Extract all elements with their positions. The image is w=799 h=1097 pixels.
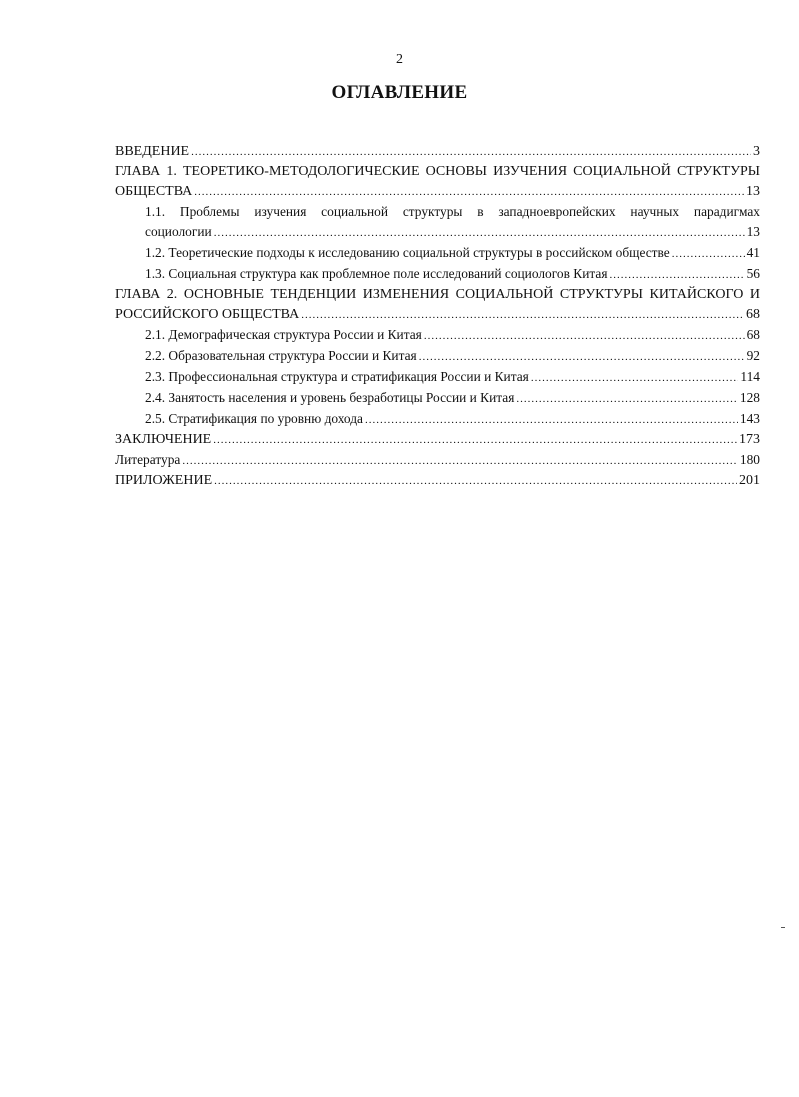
dot-leader <box>214 471 737 491</box>
toc-entry-section-1-1[interactable] <box>115 202 760 243</box>
page-title: ОГЛАВЛЕНИЕ <box>331 82 468 103</box>
toc-entry-section-2-4[interactable] <box>115 388 760 409</box>
toc-page-number: 92 <box>746 348 760 363</box>
toc-entry-title: 1.1. Проблемы изучения социальной структуры в западноевропейских научных парадигмах <box>145 204 760 219</box>
toc-page-number: 114 <box>740 369 760 384</box>
table-of-contents <box>115 142 760 491</box>
scan-mark <box>781 927 785 928</box>
toc-entry-title: ГЛАВА 2. ОСНОВНЫЕ ТЕНДЕНЦИИ ИЗМЕНЕНИЯ СОЦИАЛЬНОЙ СТРУКТУРЫ КИТАЙСКОГО И <box>115 287 760 302</box>
dot-leader <box>365 410 738 430</box>
toc-entry-title: Литература <box>115 452 181 467</box>
dot-leader <box>301 305 744 325</box>
toc-page-number: 13 <box>746 224 760 239</box>
toc-entry-title: 2.1. Демографическая структура России и Китая <box>145 327 422 342</box>
toc-page-number: 41 <box>746 245 760 260</box>
toc-page-number: 201 <box>739 473 760 488</box>
dot-leader <box>531 368 739 388</box>
dot-leader <box>182 451 738 471</box>
toc-entry-title-continued: социологии <box>145 224 212 239</box>
dot-leader <box>609 265 744 285</box>
toc-entry-section-2-3[interactable] <box>115 367 760 388</box>
toc-entry-section-2-5[interactable] <box>115 409 760 430</box>
dot-leader <box>213 430 737 450</box>
toc-entry-title: 2.5. Стратификация по уровню дохода <box>145 411 364 426</box>
toc-entry-conclusion[interactable] <box>115 430 760 450</box>
toc-page-number: 128 <box>739 390 760 405</box>
toc-page-number: 56 <box>746 266 760 281</box>
toc-page-number: 68 <box>746 327 760 342</box>
toc-entry-title: 2.4. Занятость населения и уровень безработицы России и Китая <box>145 390 515 405</box>
dot-leader <box>424 326 745 346</box>
toc-page-number: 143 <box>739 411 760 426</box>
toc-page-number: 173 <box>739 432 760 447</box>
toc-page-number: 13 <box>746 184 760 199</box>
toc-entry-chapter-1[interactable] <box>115 162 760 202</box>
toc-entry-literature[interactable] <box>115 450 760 471</box>
dot-leader <box>516 389 738 409</box>
toc-entry-title: ВВЕДЕНИЕ <box>115 144 190 159</box>
dot-leader <box>191 142 751 162</box>
toc-entry-chapter-2[interactable] <box>115 285 760 325</box>
toc-entry-title-continued: РОССИЙСКОГО ОБЩЕСТВА <box>115 307 300 322</box>
page-number: 2 <box>396 52 403 67</box>
toc-entry-section-1-2[interactable] <box>115 243 760 264</box>
toc-entry-title: 2.2. Образовательная структура России и Китая <box>145 348 417 363</box>
toc-entry-appendix[interactable] <box>115 471 760 491</box>
toc-entry-title: ПРИЛОЖЕНИЕ <box>115 473 213 488</box>
toc-page-number: 68 <box>746 307 760 322</box>
toc-entry-title-continued: ОБЩЕСТВА <box>115 184 193 199</box>
toc-entry-section-2-1[interactable] <box>115 325 760 346</box>
toc-entry-title: 1.2. Теоретические подходы к исследованию социальной структуры в российском обществе <box>145 245 670 260</box>
toc-entry-title: ГЛАВА 1. ТЕОРЕТИКО-МЕТОДОЛОГИЧЕСКИЕ ОСНОВЫ ИЗУЧЕНИЯ СОЦИАЛЬНОЙ СТРУКТУРЫ <box>115 164 760 179</box>
toc-entry-introduction[interactable] <box>115 142 760 162</box>
toc-page-number: 180 <box>739 452 760 467</box>
dot-leader <box>194 182 744 202</box>
toc-entry-section-1-3[interactable] <box>115 264 760 285</box>
dot-leader <box>419 347 745 367</box>
dot-leader <box>214 223 745 243</box>
toc-entry-section-2-2[interactable] <box>115 346 760 367</box>
toc-entry-title: 2.3. Профессиональная структура и стратификация России и Китая <box>145 369 529 384</box>
dot-leader <box>672 244 745 264</box>
toc-page-number: 3 <box>753 144 760 159</box>
toc-entry-title: 1.3. Социальная структура как проблемное поле исследований социологов Китая <box>145 266 608 281</box>
toc-entry-title: ЗАКЛЮЧЕНИЕ <box>115 432 212 447</box>
